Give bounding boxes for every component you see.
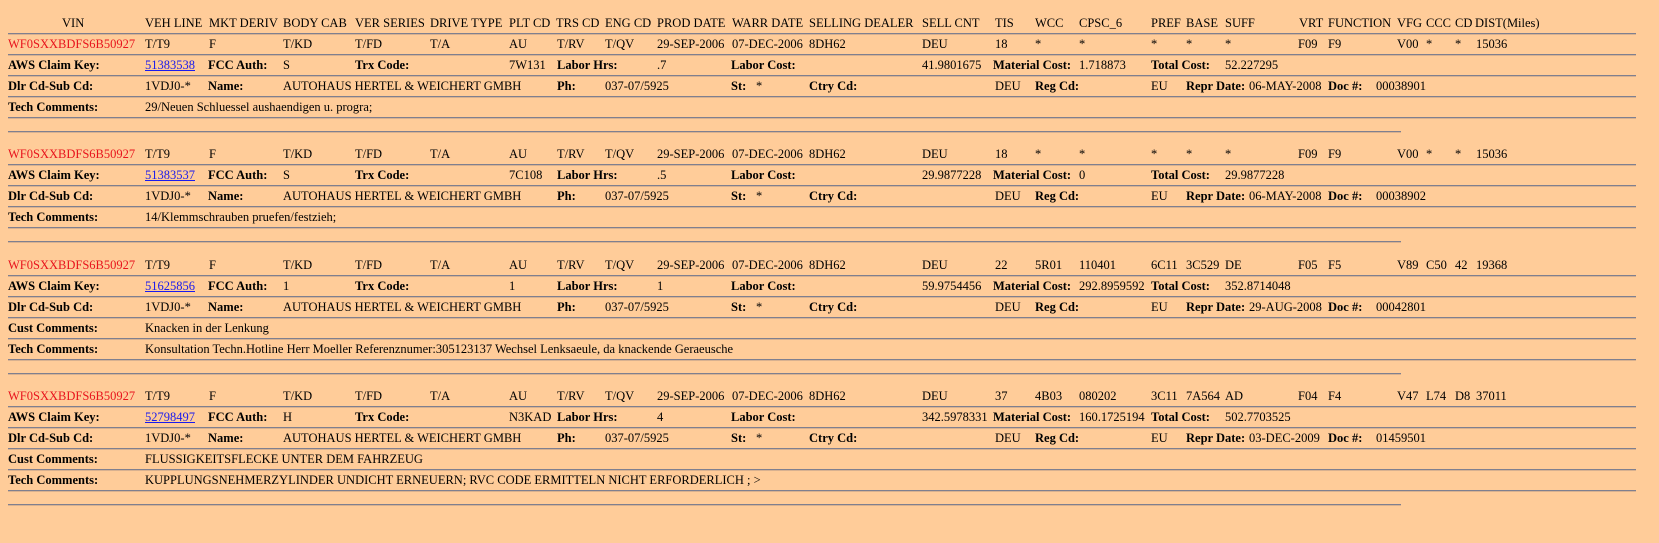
labor-hrs-label: Labor Hrs: — [557, 279, 618, 293]
fcc-auth-value: S — [283, 58, 290, 72]
repr-date-value: 29-AUG-2008 — [1249, 300, 1322, 314]
record-function: F5 — [1328, 258, 1342, 272]
record-wcc: * — [1035, 147, 1042, 161]
reg-cd-value: EU — [1151, 431, 1168, 445]
labor-hrs-label: Labor Hrs: — [557, 410, 618, 424]
row-divider — [8, 469, 1636, 471]
header-veh-line: VEH LINE — [145, 16, 203, 30]
labor-cost-value: 59.9754456 — [922, 279, 982, 293]
row-divider — [8, 338, 1636, 340]
aws-claim-key-link[interactable]: 51625856 — [145, 279, 195, 293]
record-pref: 3C11 — [1151, 389, 1178, 403]
ctry-cd-label: Ctry Cd: — [809, 431, 858, 445]
repr-date-label: Repr Date: — [1186, 189, 1246, 203]
vin-value: WF0SXXBDFS6B50927 — [8, 258, 136, 272]
fcc-auth-label: FCC Auth: — [208, 168, 268, 182]
header-vfg: VFG — [1397, 16, 1423, 30]
dlr-cd-label: Dlr Cd-Sub Cd: — [8, 189, 94, 203]
record-dist: 15036 — [1476, 147, 1508, 161]
header-trs-cd: TRS CD — [556, 16, 600, 30]
header-cpsc6: CPSC_6 — [1079, 16, 1123, 30]
record-warr-date: 07-DEC-2006 — [732, 389, 803, 403]
record-prod-date: 29-SEP-2006 — [657, 258, 725, 272]
record-plt-cd: AU — [509, 258, 528, 272]
header-drive-type: DRIVE TYPE — [430, 16, 503, 30]
record-function: F9 — [1328, 37, 1342, 51]
ctry-cd-label: Ctry Cd: — [809, 189, 858, 203]
record-ccc: L74 — [1426, 389, 1447, 403]
record-ccc: * — [1426, 37, 1433, 51]
repr-date-label: Repr Date: — [1186, 79, 1246, 93]
row-divider — [8, 359, 1636, 361]
aws-claim-key-label: AWS Claim Key: — [8, 58, 100, 72]
header-suff: SUFF — [1225, 16, 1255, 30]
cust-comments-label: Cust Comments: — [8, 452, 98, 466]
record-base: * — [1186, 37, 1193, 51]
record-plt-cd: AU — [509, 389, 528, 403]
state-value: * — [756, 431, 763, 445]
record-pref: * — [1151, 37, 1158, 51]
record-vfg: V47 — [1397, 389, 1419, 403]
labor-hrs-value: .5 — [657, 168, 667, 182]
record-veh-line: T/T9 — [145, 389, 170, 403]
record-selling-dealer: 8DH62 — [809, 389, 846, 403]
reg-cd-value: EU — [1151, 189, 1168, 203]
row-divider — [8, 275, 1636, 277]
record-suff: DE — [1225, 258, 1242, 272]
fcc-auth-label: FCC Auth: — [208, 410, 268, 424]
row-divider — [8, 164, 1636, 166]
record-trs-cd: T/RV — [557, 147, 585, 161]
record-ccc: * — [1426, 147, 1433, 161]
row-divider — [8, 427, 1636, 429]
record-cd: D8 — [1455, 389, 1471, 403]
labor-cost-label: Labor Cost: — [731, 168, 796, 182]
header-cd: CD — [1455, 16, 1473, 30]
header-tis: TIS — [995, 16, 1014, 30]
aws-claim-key-label: AWS Claim Key: — [8, 279, 100, 293]
dealer-name-value: AUTOHAUS HERTEL & WEICHERT GMBH — [283, 300, 522, 314]
header-body-cab: BODY CAB — [283, 16, 347, 30]
record-separator — [8, 504, 1401, 506]
trx-code-label: Trx Code: — [355, 58, 410, 72]
tech-comments-value: Konsultation Techn.Hotline Herr Moeller Referenznumer:305123137 Wechsel Lenksaeule, da knackende Geraeusche — [145, 342, 734, 356]
record-drive-type: T/A — [430, 258, 451, 272]
aws-claim-key-label: AWS Claim Key: — [8, 168, 100, 182]
total-cost-label: Total Cost: — [1151, 168, 1210, 182]
row-divider — [8, 448, 1636, 450]
ctry-cd-value: DEU — [995, 300, 1021, 314]
total-cost-value: 29.9877228 — [1225, 168, 1285, 182]
labor-hrs-label: Labor Hrs: — [557, 168, 618, 182]
record-body-cab: T/KD — [283, 37, 313, 51]
reg-cd-label: Reg Cd: — [1035, 189, 1080, 203]
fcc-auth-label: FCC Auth: — [208, 58, 268, 72]
record-prod-date: 29-SEP-2006 — [657, 37, 725, 51]
cust-comments-value: Knacken in der Lenkung — [145, 321, 269, 335]
record-tis: 18 — [995, 147, 1008, 161]
record-cd: * — [1455, 37, 1462, 51]
record-dist: 37011 — [1476, 389, 1507, 403]
material-cost-label: Material Cost: — [993, 279, 1072, 293]
row-divider — [8, 117, 1636, 119]
material-cost-value: 160.1725194 — [1079, 410, 1145, 424]
reg-cd-label: Reg Cd: — [1035, 300, 1080, 314]
doc-no-label: Doc #: — [1328, 431, 1363, 445]
dlr-cd-value: 1VDJ0-* — [145, 189, 191, 203]
repr-date-label: Repr Date: — [1186, 431, 1246, 445]
record-sell-cnt: DEU — [922, 258, 948, 272]
header-vin: VIN — [62, 16, 85, 30]
record-trs-cd: T/RV — [557, 258, 585, 272]
phone-value: 037-07/5925 — [605, 79, 669, 93]
record-dist: 19368 — [1476, 258, 1508, 272]
row-divider — [8, 75, 1636, 77]
record-tis: 18 — [995, 37, 1008, 51]
header-function: FUNCTION — [1328, 16, 1392, 30]
reg-cd-value: EU — [1151, 79, 1168, 93]
dlr-cd-label: Dlr Cd-Sub Cd: — [8, 300, 94, 314]
row-divider — [8, 490, 1636, 492]
record-base: * — [1186, 147, 1193, 161]
labor-hrs-value: 1 — [657, 279, 664, 293]
record-selling-dealer: 8DH62 — [809, 258, 846, 272]
record-eng-cd: T/QV — [605, 258, 635, 272]
record-suff: * — [1225, 147, 1232, 161]
record-trs-cd: T/RV — [557, 389, 585, 403]
header-pref: PREF — [1151, 16, 1181, 30]
record-dist: 15036 — [1476, 37, 1508, 51]
dlr-cd-value: 1VDJ0-* — [145, 300, 191, 314]
dealer-name-label: Name: — [208, 79, 244, 93]
record-suff: * — [1225, 37, 1232, 51]
material-cost-value: 292.8959592 — [1079, 279, 1145, 293]
header-vrt: VRT — [1299, 16, 1324, 30]
tech-comments-value: 14/Klemmschrauben pruefen/festzieh; — [145, 210, 337, 224]
material-cost-label: Material Cost: — [993, 58, 1072, 72]
tech-comments-label: Tech Comments: — [8, 210, 99, 224]
trx-code-value: 7W131 — [509, 58, 546, 72]
fcc-auth-value: H — [283, 410, 293, 424]
record-plt-cd: AU — [509, 147, 528, 161]
total-cost-value: 52.227295 — [1225, 58, 1279, 72]
reg-cd-label: Reg Cd: — [1035, 79, 1080, 93]
dlr-cd-label: Dlr Cd-Sub Cd: — [8, 79, 94, 93]
record-function: F4 — [1328, 389, 1342, 403]
record-warr-date: 07-DEC-2006 — [732, 258, 803, 272]
phone-value: 037-07/5925 — [605, 189, 669, 203]
record-ver-series: T/FD — [355, 389, 383, 403]
dealer-name-label: Name: — [208, 300, 244, 314]
record-mkt-deriv: F — [209, 258, 216, 272]
record-selling-dealer: 8DH62 — [809, 37, 846, 51]
trx-code-value: 7C108 — [509, 168, 543, 182]
record-separator — [8, 241, 1401, 243]
record-cpsc6: * — [1079, 147, 1086, 161]
record-prod-date: 29-SEP-2006 — [657, 147, 725, 161]
trx-code-value: N3KAD — [509, 410, 552, 424]
fcc-auth-label: FCC Auth: — [208, 279, 268, 293]
record-separator — [8, 131, 1401, 133]
record-cd: * — [1455, 147, 1462, 161]
dealer-name-label: Name: — [208, 431, 244, 445]
total-cost-label: Total Cost: — [1151, 279, 1210, 293]
record-plt-cd: AU — [509, 37, 528, 51]
record-sell-cnt: DEU — [922, 389, 948, 403]
trx-code-label: Trx Code: — [355, 279, 410, 293]
labor-cost-label: Labor Cost: — [731, 58, 796, 72]
labor-cost-label: Labor Cost: — [731, 410, 796, 424]
record-vrt: F04 — [1298, 389, 1318, 403]
material-cost-label: Material Cost: — [993, 410, 1072, 424]
doc-no-value: 01459501 — [1376, 431, 1426, 445]
repr-date-value: 03-DEC-2009 — [1249, 431, 1320, 445]
state-value: * — [756, 79, 763, 93]
dlr-cd-label: Dlr Cd-Sub Cd: — [8, 431, 94, 445]
record-trs-cd: T/RV — [557, 37, 585, 51]
header-eng-cd: ENG CD — [605, 16, 652, 30]
trx-code-value: 1 — [509, 279, 516, 293]
phone-label: Ph: — [557, 431, 576, 445]
state-label: St: — [731, 300, 747, 314]
header-selling-dealer: SELLING DEALER — [809, 16, 914, 30]
material-cost-value: 0 — [1079, 168, 1086, 182]
doc-no-label: Doc #: — [1328, 79, 1363, 93]
record-base: 3C529 — [1186, 258, 1220, 272]
record-body-cab: T/KD — [283, 258, 313, 272]
dlr-cd-value: 1VDJ0-* — [145, 431, 191, 445]
record-vfg: V00 — [1397, 37, 1419, 51]
header-plt-cd: PLT CD — [509, 16, 551, 30]
labor-cost-label: Labor Cost: — [731, 279, 796, 293]
header-ver-series: VER SERIES — [355, 16, 425, 30]
record-drive-type: T/A — [430, 147, 451, 161]
vin-value: WF0SXXBDFS6B50927 — [8, 37, 136, 51]
doc-no-label: Doc #: — [1328, 300, 1363, 314]
total-cost-value: 352.8714048 — [1225, 279, 1291, 293]
header-warr-date: WARR DATE — [732, 16, 804, 30]
record-body-cab: T/KD — [283, 147, 313, 161]
material-cost-value: 1.718873 — [1079, 58, 1126, 72]
record-mkt-deriv: F — [209, 389, 216, 403]
record-vrt: F09 — [1298, 147, 1318, 161]
record-drive-type: T/A — [430, 37, 451, 51]
aws-claim-key-link[interactable]: 52798497 — [145, 410, 195, 424]
reg-cd-value: EU — [1151, 300, 1168, 314]
record-pref: 6C11 — [1151, 258, 1178, 272]
record-function: F9 — [1328, 147, 1342, 161]
record-veh-line: T/T9 — [145, 147, 170, 161]
reg-cd-label: Reg Cd: — [1035, 431, 1080, 445]
ctry-cd-value: DEU — [995, 79, 1021, 93]
doc-no-value: 00042801 — [1376, 300, 1426, 314]
row-divider — [8, 227, 1636, 229]
aws-claim-key-link[interactable]: 51383537 — [145, 168, 195, 182]
record-sell-cnt: DEU — [922, 147, 948, 161]
record-eng-cd: T/QV — [605, 147, 635, 161]
record-separator — [8, 373, 1401, 375]
record-vrt: F05 — [1298, 258, 1318, 272]
aws-claim-key-link[interactable]: 51383538 — [145, 58, 195, 72]
header-dist: DIST(Miles) — [1475, 16, 1540, 30]
tech-comments-label: Tech Comments: — [8, 473, 99, 487]
repr-date-value: 06-MAY-2008 — [1249, 79, 1322, 93]
record-ccc: C50 — [1426, 258, 1447, 272]
ctry-cd-label: Ctry Cd: — [809, 79, 858, 93]
row-divider — [8, 406, 1636, 408]
repr-date-label: Repr Date: — [1186, 300, 1246, 314]
state-value: * — [756, 300, 763, 314]
phone-label: Ph: — [557, 79, 576, 93]
record-warr-date: 07-DEC-2006 — [732, 147, 803, 161]
tech-comments-value: KUPPLUNGSNEHMERZYLINDER UNDICHT ERNEUERN; RVC CODE ERMITTELN NICHT ERFORDERLICH ; > — [145, 473, 761, 487]
vin-value: WF0SXXBDFS6B50927 — [8, 389, 136, 403]
record-vrt: F09 — [1298, 37, 1318, 51]
record-selling-dealer: 8DH62 — [809, 147, 846, 161]
total-cost-label: Total Cost: — [1151, 410, 1210, 424]
record-ver-series: T/FD — [355, 37, 383, 51]
record-drive-type: T/A — [430, 389, 451, 403]
material-cost-label: Material Cost: — [993, 168, 1072, 182]
record-veh-line: T/T9 — [145, 258, 170, 272]
aws-claim-key-label: AWS Claim Key: — [8, 410, 100, 424]
header-base: BASE — [1186, 16, 1218, 30]
row-divider — [8, 54, 1636, 56]
phone-value: 037-07/5925 — [605, 431, 669, 445]
phone-value: 037-07/5925 — [605, 300, 669, 314]
header-divider — [8, 33, 1636, 35]
record-tis: 37 — [995, 389, 1008, 403]
fcc-auth-value: S — [283, 168, 290, 182]
trx-code-label: Trx Code: — [355, 410, 410, 424]
header-mkt-deriv: MKT DERIV — [209, 16, 278, 30]
record-prod-date: 29-SEP-2006 — [657, 389, 725, 403]
state-label: St: — [731, 79, 747, 93]
ctry-cd-value: DEU — [995, 431, 1021, 445]
total-cost-value: 502.7703525 — [1225, 410, 1291, 424]
repr-date-value: 06-MAY-2008 — [1249, 189, 1322, 203]
state-label: St: — [731, 189, 747, 203]
column-header-row — [0, 14, 1659, 32]
record-vfg: V00 — [1397, 147, 1419, 161]
record-eng-cd: T/QV — [605, 37, 635, 51]
vin-value: WF0SXXBDFS6B50927 — [8, 147, 136, 161]
phone-label: Ph: — [557, 300, 576, 314]
row-divider — [8, 296, 1636, 298]
record-wcc: 5R01 — [1035, 258, 1063, 272]
record-ver-series: T/FD — [355, 147, 383, 161]
doc-no-label: Doc #: — [1328, 189, 1363, 203]
record-pref: * — [1151, 147, 1158, 161]
tech-comments-label: Tech Comments: — [8, 100, 99, 114]
record-eng-cd: T/QV — [605, 389, 635, 403]
header-prod-date: PROD DATE — [657, 16, 726, 30]
record-warr-date: 07-DEC-2006 — [732, 37, 803, 51]
record-cpsc6: 080202 — [1079, 389, 1117, 403]
labor-cost-value: 29.9877228 — [922, 168, 982, 182]
labor-cost-value: 41.9801675 — [922, 58, 982, 72]
header-ccc: CCC — [1426, 16, 1452, 30]
record-sell-cnt: DEU — [922, 37, 948, 51]
ctry-cd-value: DEU — [995, 189, 1021, 203]
record-cpsc6: * — [1079, 37, 1086, 51]
row-divider — [8, 317, 1636, 319]
dealer-name-label: Name: — [208, 189, 244, 203]
record-veh-line: T/T9 — [145, 37, 170, 51]
row-divider — [8, 96, 1636, 98]
ctry-cd-label: Ctry Cd: — [809, 300, 858, 314]
phone-label: Ph: — [557, 189, 576, 203]
state-label: St: — [731, 431, 747, 445]
tech-comments-value: 29/Neuen Schluessel aushaendigen u. progra; — [145, 100, 373, 114]
trx-code-label: Trx Code: — [355, 168, 410, 182]
record-vfg: V89 — [1397, 258, 1419, 272]
record-body-cab: T/KD — [283, 389, 313, 403]
dealer-name-value: AUTOHAUS HERTEL & WEICHERT GMBH — [283, 189, 522, 203]
record-base: 7A564 — [1186, 389, 1221, 403]
state-value: * — [756, 189, 763, 203]
header-sell-cnt: SELL CNT — [922, 16, 980, 30]
tech-comments-label: Tech Comments: — [8, 342, 99, 356]
doc-no-value: 00038901 — [1376, 79, 1426, 93]
dealer-name-value: AUTOHAUS HERTEL & WEICHERT GMBH — [283, 79, 522, 93]
labor-hrs-value: .7 — [657, 58, 667, 72]
header-wcc: WCC — [1035, 16, 1064, 30]
row-divider — [8, 185, 1636, 187]
cust-comments-value: FLUSSIGKEITSFLECKE UNTER DEM FAHRZEUG — [145, 452, 423, 466]
dlr-cd-value: 1VDJ0-* — [145, 79, 191, 93]
record-tis: 22 — [995, 258, 1008, 272]
labor-cost-value: 342.5978331 — [922, 410, 988, 424]
row-divider — [8, 206, 1636, 208]
record-mkt-deriv: F — [209, 37, 216, 51]
labor-hrs-value: 4 — [657, 410, 664, 424]
record-wcc: 4B03 — [1035, 389, 1063, 403]
cust-comments-label: Cust Comments: — [8, 321, 98, 335]
record-wcc: * — [1035, 37, 1042, 51]
record-ver-series: T/FD — [355, 258, 383, 272]
record-cpsc6: 110401 — [1079, 258, 1117, 272]
fcc-auth-value: 1 — [283, 279, 290, 293]
doc-no-value: 00038902 — [1376, 189, 1426, 203]
record-mkt-deriv: F — [209, 147, 216, 161]
record-cd: 42 — [1455, 258, 1468, 272]
total-cost-label: Total Cost: — [1151, 58, 1210, 72]
labor-hrs-label: Labor Hrs: — [557, 58, 618, 72]
dealer-name-value: AUTOHAUS HERTEL & WEICHERT GMBH — [283, 431, 522, 445]
record-suff: AD — [1225, 389, 1244, 403]
